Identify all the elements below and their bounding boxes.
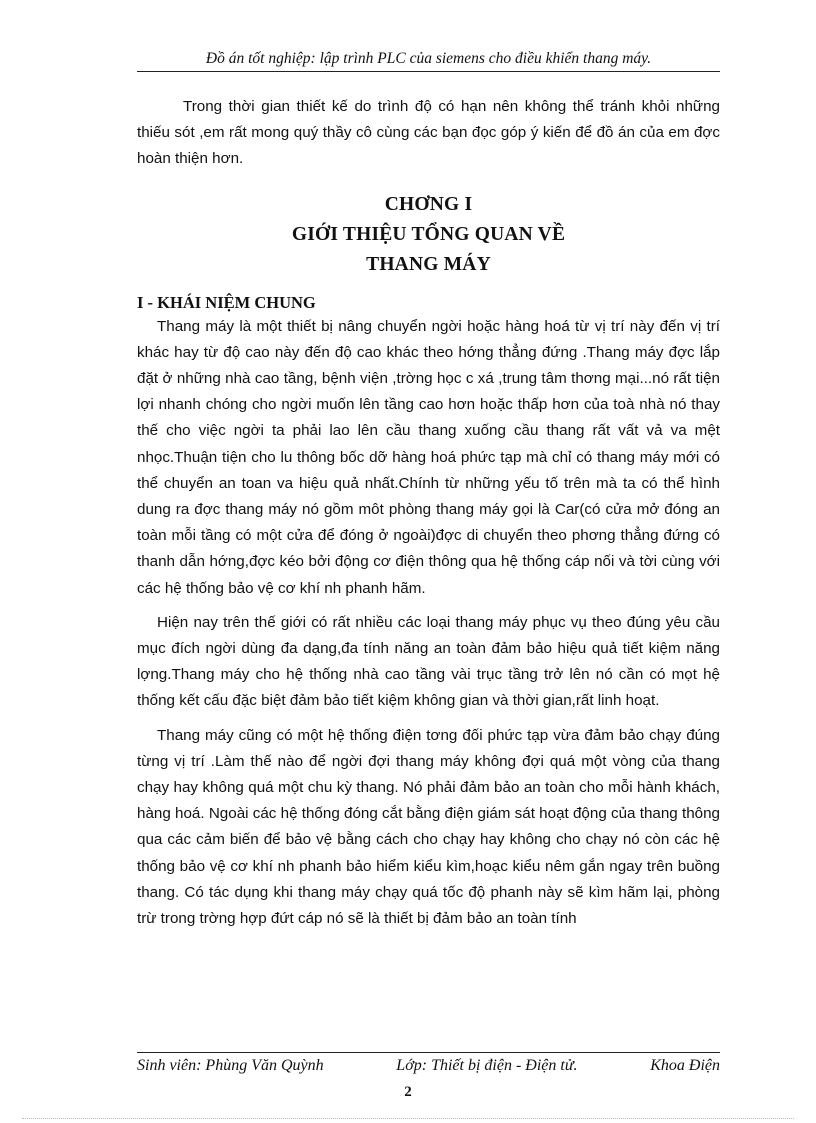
page-header: [137, 50, 720, 72]
body-paragraph-3: Thang máy cũng có một hệ thống điện tơng đối phức tạp vừa đảm bảo chạy đúng từng vị trí .Làm thế nào để ngời đợi thang máy không đợi quá một vòng của thang chạy hay không quá một chu kỳ thang. Nó phải đảm bảo an toàn cho mỗi hành khách, hàng hoá. Ngoài các hệ thống đóng cắt bằng điện giám sát hoạt động của thang thông qua các cảm biến để bảo vệ bằng cách cho chạy hay không cho chạy nó còn các hệ thống bảo vệ cơ khí nh phanh bảo hiểm kiểu kìm,hoạc kiểu nêm gắn ngay trên buồng thang. Có tác dụng khi thang máy chạy quá tốc độ phanh này sẽ kìm hãm lại, phòng trừ trong trờng hợp đứt cáp nó sẽ là thiết bị đảm bảo an toàn tính: [137, 726, 720, 928]
intro-paragraph: Trong thời gian thiết kế do trình độ có hạn nên không thể tránh khỏi những thiếu sót ,em rất mong quý thầy cô cùng các bạn đọc góp ý kiến để đồ án của em đợc hoàn thiện hơn.: [137, 98, 720, 168]
page-bottom-divider: [22, 1118, 794, 1119]
header-title: Đồ án tốt nghiệp: lập trình PLC của siemens cho điều khiển thang máy.: [205, 50, 652, 67]
chapter-title-line1: GIỚI THIỆU TỔNG QUAN VỀ: [291, 223, 566, 245]
page-footer: [137, 1052, 720, 1075]
footer-department: Khoa Điện: [650, 1057, 720, 1074]
page-number: 2: [404, 1084, 412, 1100]
page-content: [137, 94, 720, 932]
body-paragraph-1: Thang máy là một thiết bị nâng chuyển ngời hoặc hàng hoá từ vị trí này đến vị trí khác hay từ độ cao này đến độ cao khác theo hớng thẳng đứng .Thang máy đợc lắp đặt ở những nhà cao tầng, bệnh viện ,trờng học c xá ,trung tâm thơng mại...nó rất tiện lợi nhanh chóng cho ngời muốn lên tầng cao hơn hoặc thấp hơn của toà nhà nó thay thế cho việc ngời ta phải lao lên cầu thang xuống cầu thang rất vất vả va mệt nhọc.Thuận tiện cho lu thông bốc dỡ hàng hoá phức tạp mà chỉ có thang máy mới có thể chuyển an toan va hiệu quả nhất.Chính từ những yếu tố trên mà ta có thể hình dung ra đợc thang máy nó gồm môt phòng thang máy gọi là Car(có cửa mở đóng an toàn mỗi tầng có một cửa để đóng ở ngoài)đợc di chuyển theo phơng thẳng đứng có thanh dẫn hớng,đợc kéo bởi động cơ điện thông qua hệ thống cáp nối và tời cùng với các hệ thống bảo vệ cơ khí nh phanh hãm.: [137, 317, 720, 597]
footer-student: Sinh viên: Phùng Văn Quỳnh: [137, 1057, 324, 1074]
section-heading: I - KHÁI NIỆM CHUNG: [137, 292, 316, 312]
footer-class: Lớp: Thiết bị điện - Điện tử.: [396, 1057, 578, 1074]
chapter-title-line2: THANG MÁY: [366, 253, 491, 275]
body-paragraph-2: Hiện nay trên thế giới có rất nhiều các loại thang máy phục vụ theo đúng yêu cầu mục đích ngời dùng đa dạng,đa tính năng an toàn đảm bảo hiệu quả tiết kiệm năng lợng.Thang máy cho hệ thống nhà cao tầng vài trục tầng trở lên nó cần có mọt hệ thống kết cấu đặc biệt đảm bảo tiết kiệm không gian và thời gian,rất linh hoạt.: [137, 613, 720, 710]
chapter-heading: [137, 190, 720, 280]
chapter-number: CHƠNG I: [384, 193, 473, 215]
